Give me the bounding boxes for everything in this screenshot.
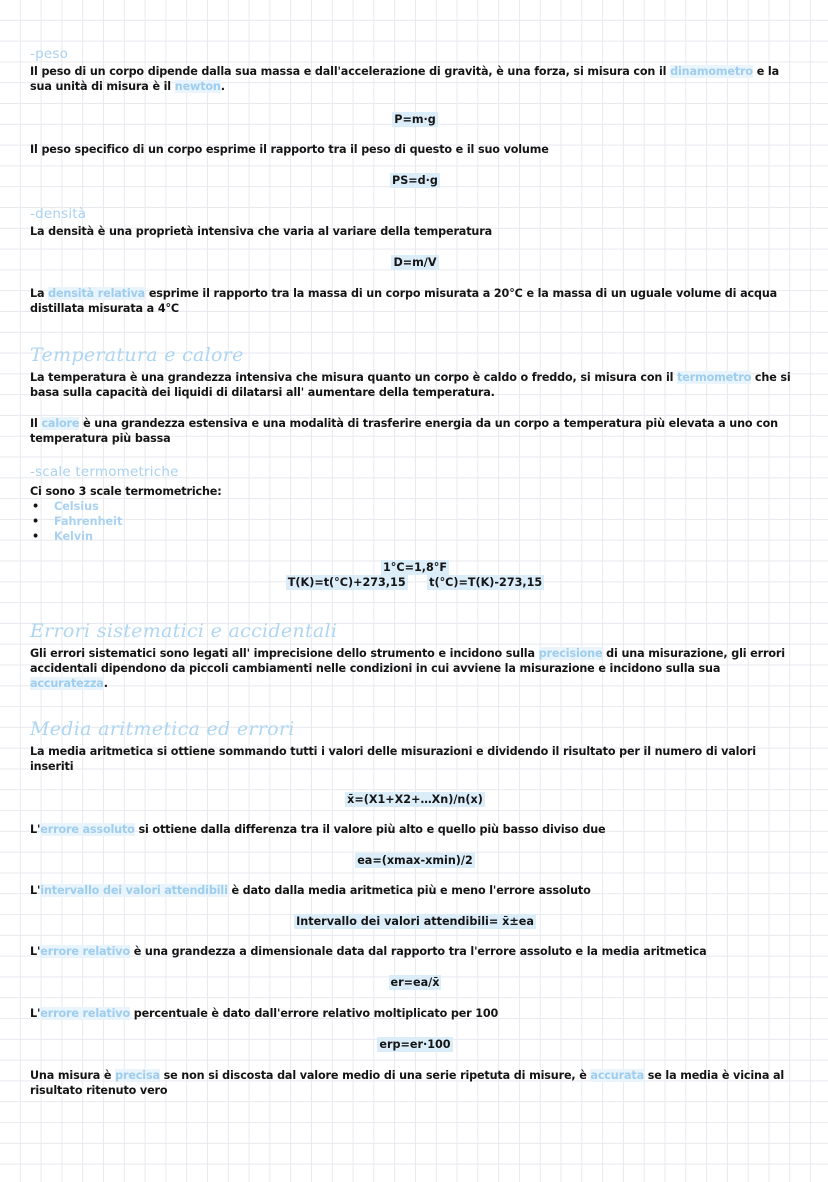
- formula-celsius-fahrenheit: 1°C=1,8°F: [382, 561, 448, 574]
- paragraph-precisa-accurata: Una misura è precisa se non si discosta dal valore medio di una serie ripetuta di misure, è accurata se la media è vicina al risultato ritenuto vero: [30, 1069, 785, 1097]
- term-termometro: termometro: [677, 371, 752, 384]
- heading-errori: Errori sistematici e accidentali: [30, 620, 338, 642]
- formula-media: x̄=(X1+X2+…Xn)/n(x): [347, 793, 483, 806]
- term-errore-relativo: errore relativo: [40, 945, 130, 958]
- list-item: • Fahrenheit: [32, 515, 123, 528]
- scale-list: [30, 499, 800, 544]
- paragraph-errore-percentuale: L'errore relativo percentuale è dato dall'errore relativo moltiplicato per 100: [30, 1007, 499, 1020]
- paragraph-intervallo: L'intervallo dei valori attendibili è dato dalla media aritmetica più e meno l'errore assoluto: [30, 884, 591, 897]
- paragraph-media: La media aritmetica si ottiene sommando tutti i valori delle misurazioni e dividendo il risultato per il numero di valori inseriti: [30, 745, 756, 773]
- paragraph-peso: Il peso di un corpo dipende dalla sua massa e dall'accelerazione di gravità, è una forza, si misura con il dinamometro e la sua unità di misura è il newton.: [30, 65, 779, 93]
- subheading-peso: -peso: [30, 46, 69, 62]
- paragraph-densita: La densità è una proprietà intensiva che varia al variare della temperatura: [30, 225, 492, 238]
- heading-temperatura: Temperatura e calore: [30, 344, 244, 366]
- subheading-scale: -scale termometriche: [30, 464, 179, 480]
- list-item: • Kelvin: [32, 530, 93, 543]
- list-item: • Celsius: [32, 500, 99, 513]
- term-errore-assoluto: errore assoluto: [40, 823, 135, 836]
- term-precisa: precisa: [115, 1069, 160, 1082]
- formula-errore-relativo: er=ea/x̄: [390, 976, 440, 989]
- formula-peso: P=m·g: [394, 113, 436, 126]
- term-accurata: accurata: [590, 1069, 644, 1082]
- formula-errore-assoluto: ea=(xmax-xmin)/2: [357, 854, 473, 867]
- paragraph-errore-relativo: L'errore relativo è una grandezza a dimensionale data dal rapporto tra l'errore assoluto e la media aritmetica: [30, 945, 707, 958]
- formula-errore-percentuale: erp=er·100: [379, 1038, 451, 1051]
- scale-intro: Ci sono 3 scale termometriche:: [30, 485, 222, 498]
- term-precisione: precisione: [538, 647, 603, 660]
- term-dinamometro: dinamometro: [670, 65, 753, 78]
- paragraph-errore-assoluto: L'errore assoluto si ottiene dalla differenza tra il valore più alto e quello più basso diviso due: [30, 823, 606, 836]
- paragraph-temperatura: La temperatura è una grandezza intensiva che misura quanto un corpo è caldo o freddo, si misura con il termometro che si basa sulla capacità dei liquidi di dilatarsi all' aumentare della temperatura.: [30, 371, 791, 399]
- heading-media: Media aritmetica ed errori: [30, 718, 295, 740]
- formula-peso-specifico: PS=d·g: [392, 174, 438, 187]
- formula-kelvin: T(K)=t(°C)+273,15 t(°C)=T(K)-273,15: [287, 576, 543, 589]
- term-calore: calore: [41, 417, 80, 430]
- paragraph-densita-relativa: La densità relativa esprime il rapporto tra la massa di un corpo misurata a 20°C e la massa di un uguale volume di acqua distillata misurata a 4°C: [30, 287, 778, 315]
- term-errore-relativo-percentuale: errore relativo: [40, 1007, 130, 1020]
- paragraph-errori: Gli errori sistematici sono legati all' imprecisione dello strumento e incidono sulla precisione di una misurazione, gli errori accidentali dipendono da piccoli cambiamenti nelle condizioni in cui avviene la misurazione e incidono sulla sua accuratezza.: [30, 647, 785, 690]
- term-intervallo: intervallo dei valori attendibili: [40, 884, 228, 897]
- formula-densita: D=m/V: [393, 256, 437, 269]
- term-newton: newton: [174, 80, 221, 93]
- subheading-densita: -densità: [30, 206, 87, 222]
- paragraph-peso-specifico: Il peso specifico di un corpo esprime il rapporto tra il peso di questo e il suo volume: [30, 143, 549, 156]
- term-accuratezza: accuratezza: [30, 677, 104, 690]
- paragraph-calore: Il calore è una grandezza estensiva e una modalità di trasferire energia da un corpo a temperatura più elevata a uno con temperatura più bassa: [30, 417, 778, 445]
- term-densita-relativa: densità relativa: [48, 287, 146, 300]
- formula-intervallo: Intervallo dei valori attendibili= x̄±ea: [296, 915, 534, 928]
